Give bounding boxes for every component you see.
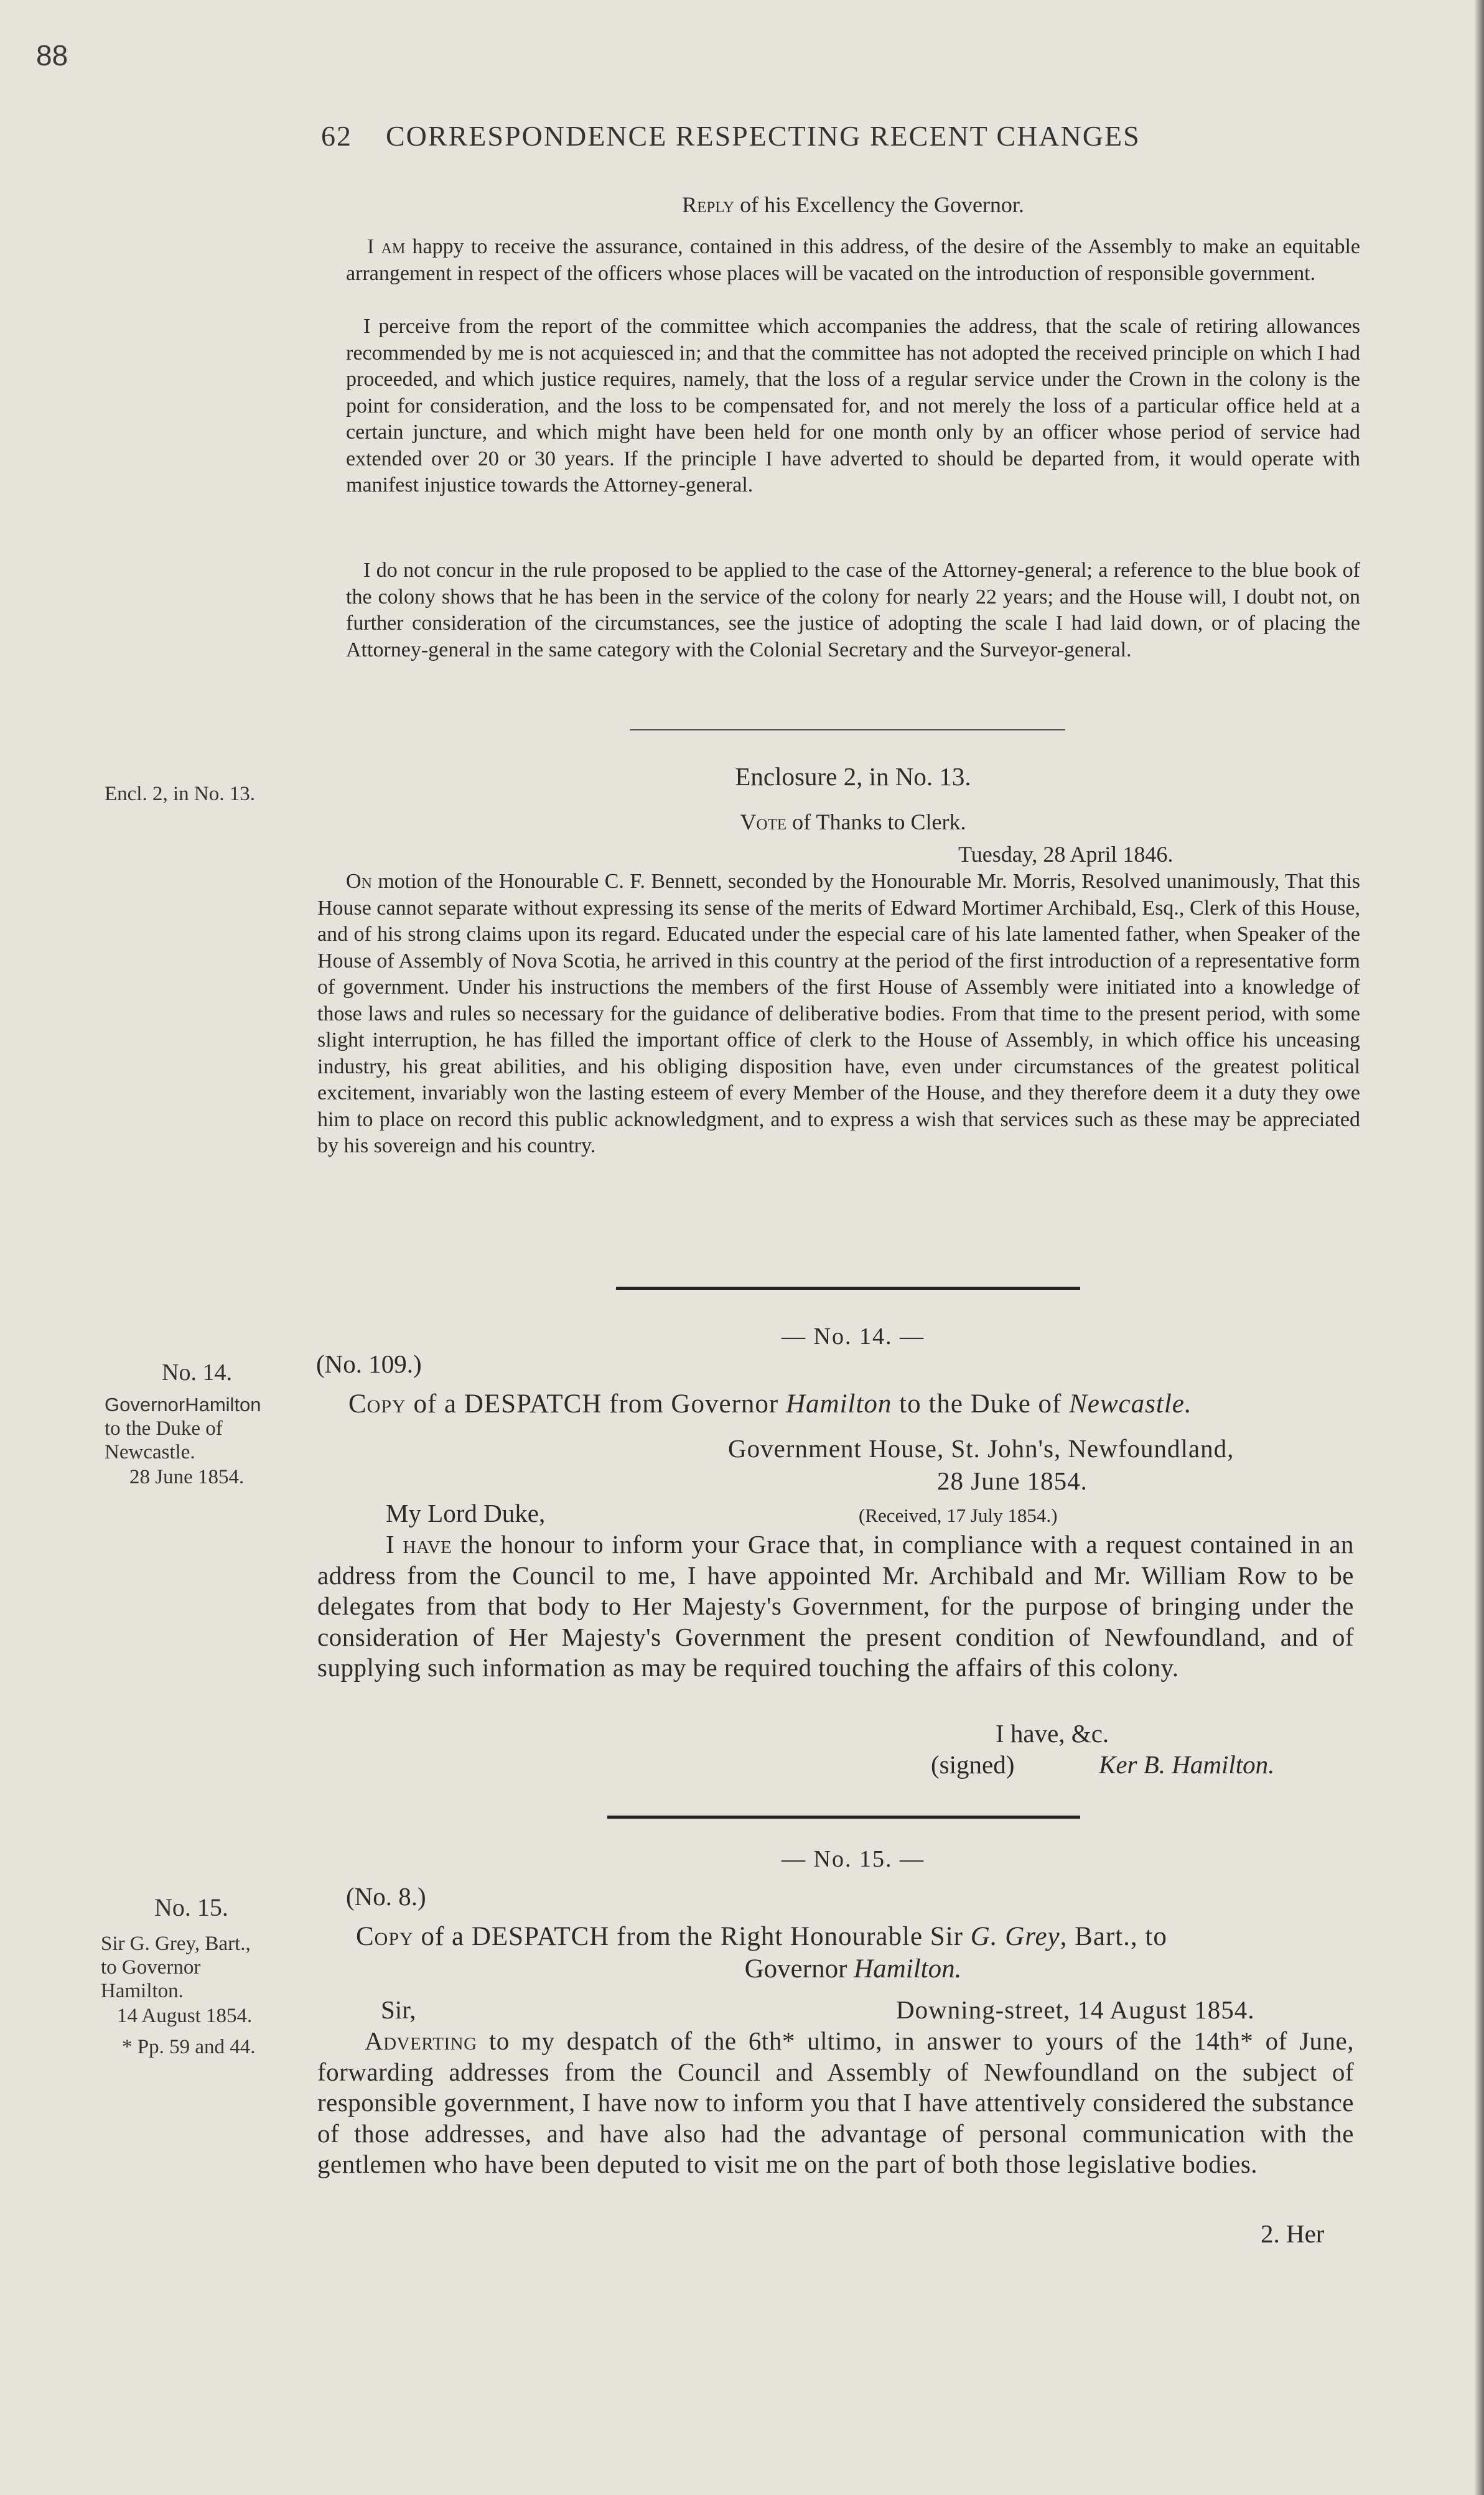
despatch-ref-109: (No. 109.) xyxy=(316,1350,422,1378)
section-no-14: — No. 14. — xyxy=(782,1323,925,1350)
margin-enclosure-ref: Encl. 2, in No. 13. xyxy=(105,783,255,805)
despatch-14-salutation: My Lord Duke, xyxy=(386,1499,546,1527)
reply-paragraph-3: I do not concur in the rule proposed to be applied to the case of the Attorney-general; a reference to the blue book of the colony shows that he has been in the service of the colony for nearly 22 years; and the House will, I doubt not, on further consideration of the circumstances, see the justice of adopting the scale I had laid down, or of placing the Attorney-general in the same category with the Colonial Secretary and the Surveyor-general. xyxy=(346,559,1360,661)
despatch-15-salutation: Sir, xyxy=(381,1995,416,2024)
running-title: CORRESPONDENCE RESPECTING RECENT CHANGES xyxy=(386,120,1141,152)
despatch-14-address: Government House, St. John's, Newfoundland, xyxy=(728,1434,1234,1463)
despatch-14-title: Copy of a DESPATCH from Governor Hamilton to the Duke of Newcastle. xyxy=(348,1389,1192,1419)
margin-no-14-to-2: Newcastle. xyxy=(105,1441,195,1463)
margin-no-15-date: 14 August 1854. xyxy=(117,2005,253,2027)
despatch-14-received: (Received, 17 July 1854.) xyxy=(859,1504,1058,1526)
scan-page-number: 88 xyxy=(36,39,68,72)
margin-no-15: No. 15. xyxy=(154,1893,228,1921)
despatch-15-title-line-2: Governor Hamilton. xyxy=(744,1954,962,1984)
despatch-14-signature: Ker B. Hamilton. xyxy=(1099,1750,1275,1779)
enclosure-date: Tuesday, 28 April 1846. xyxy=(958,842,1174,867)
margin-no-14-from: GovernorHamilton xyxy=(105,1394,261,1415)
margin-no-14-date: 28 June 1854. xyxy=(129,1466,245,1488)
despatch-14-closing: I have, &c. xyxy=(996,1719,1109,1748)
margin-no-14: No. 14. xyxy=(162,1359,232,1386)
page-number: 62 xyxy=(321,120,352,152)
margin-no-14-to: to the Duke of xyxy=(105,1417,223,1440)
despatch-15-title: Copy of a DESPATCH from the Right Honourable Sir G. Grey, Bart., to xyxy=(356,1922,1167,1951)
despatch-15-body: Adverting to my despatch of the 6th* ultimo, in answer to yours of the 14th* of June, forwarding addresses from the Council and Assembly of Newfoundland on the subject of responsible government, I have now to inform you that I have attentively considered the substance of those addresses, and have also had the advantage of personal communication with the gentlemen who have been deputed to visit me on the part of both those legislative bodies. xyxy=(317,2026,1354,2178)
reply-paragraph-1: I am happy to receive the assurance, contained in this address, of the desire of the Assembly to make an equitable arrangement in respect of the officers whose places will be vacated on the introduction of responsible government. xyxy=(346,235,1361,285)
despatch-14-body: I have the honour to inform your Grace that, in compliance with a request contained in an address from the Council to me, I have appointed Mr. Archibald and Mr. William Row to be delegates from that body to Her Majesty's Government, for the purpose of bringing under the consideration of Her Majesty's Government the present condition of Newfoundland, and of supplying such information as may be required touching the affairs of this colony. xyxy=(317,1530,1354,1682)
margin-no-15-to: to Governor xyxy=(101,1956,201,1979)
enclosure-title: Enclosure 2, in No. 13. xyxy=(735,762,971,791)
running-header xyxy=(321,119,1366,152)
enclosure-body: On motion of the Honourable C. F. Bennett, seconded by the Honourable Mr. Morris, Resolved unanimously, That this House cannot separate without expressing its sense of the merits of Edward Mortimer Archibald, Esq., Clerk of this House, and of his strong claims upon its regard. Educated under the especial care of his late lamented father, when Speaker of the House of Assembly of Nova Scotia, he arrived in this country at the period of the first introduction of a representative form of government. Under his instructions the members of the first House of Assembly were initiated into a knowledge of those laws and rules so necessary for the guidance of deliberative bodies. From that time to the present period, with some slight interruption, he has filled the important office of clerk to the House of Assembly, in which office his unceasing industry, his great abilities, and his obliging disposition have, even under circumstances of the greatest political excitement, invariably won the lasting esteem of every Member of the House, and they therefore deem it a duty they owe him to place on record this public acknowledgment, and to express a wish that services such as these may be appreciated by his sovereign and his country. xyxy=(317,870,1360,1157)
margin-no-15-to-2: Hamilton. xyxy=(101,1980,184,2002)
thick-divider-rule xyxy=(616,1287,1080,1290)
divider-rule xyxy=(630,729,1065,730)
despatch-ref-8: (No. 8.) xyxy=(346,1882,426,1911)
despatch-14-date: 28 June 1854. xyxy=(937,1467,1088,1495)
section-no-15: — No. 15. — xyxy=(782,1846,925,1872)
catchword: 2. Her xyxy=(1261,2219,1325,2248)
thick-divider-rule-2 xyxy=(607,1816,1080,1819)
reply-paragraph-2: I perceive from the report of the committee which accompanies the address, that the scale of retiring allowances recommended by me is not acquiesced in; and that the committee has not adopted the received principle on which I had proceeded, and which justice requires, namely, that the loss of a regular service under the Crown in the colony is the point for consideration, and the loss to be compensated for, and not merely the loss of a particular office held at a certain juncture, and which might have been held for one month only by an officer whose period of service had extended over 20 or 30 years. If the principle I have adverted to should be departed from, it would operate with manifest injustice towards the Attorney-general. xyxy=(346,315,1360,497)
despatch-14-signed: (signed) xyxy=(931,1750,1015,1779)
margin-no-15-footnote-ref: * Pp. 59 and 44. xyxy=(122,2036,256,2058)
margin-no-15-from: Sir G. Grey, Bart., xyxy=(101,1933,251,1955)
enclosure-subtitle: Vote of Thanks to Clerk. xyxy=(740,809,966,834)
despatch-15-address: Downing-street, 14 August 1854. xyxy=(896,1995,1255,2024)
page-edge-shadow xyxy=(1474,0,1484,2495)
reply-heading: Reply of his Excellency the Governor. xyxy=(682,192,1024,217)
